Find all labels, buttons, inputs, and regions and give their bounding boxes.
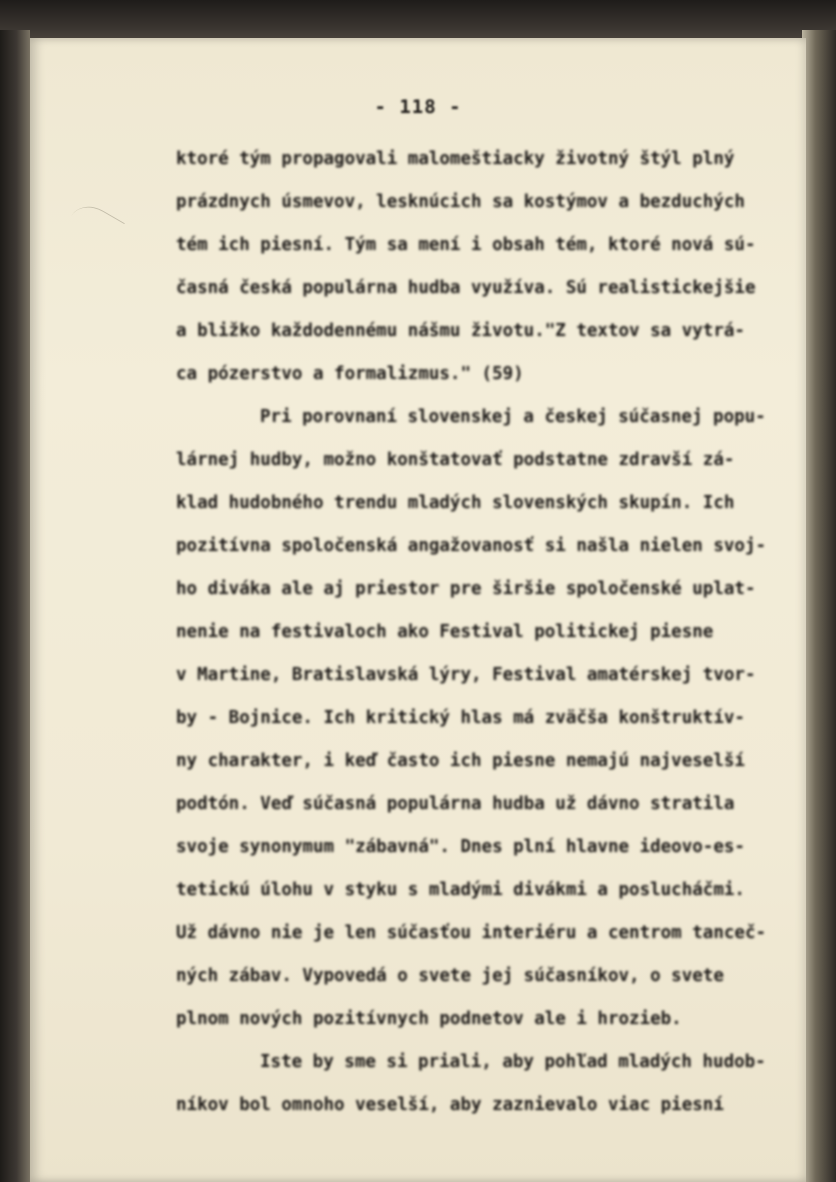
- text-line: lárnej hudby, možno konštatovať podstatne zdravší zá-: [176, 450, 735, 470]
- text-line: ho diváka ale aj priestor pre širšie spoločenské uplat-: [176, 579, 756, 599]
- book-spine-edge: [0, 30, 30, 1182]
- typewritten-text: [176, 138, 776, 1127]
- page-stack-edge: [802, 30, 836, 1182]
- paragraph-start-line: Iste by sme si priali, aby pohľad mladých hudob-: [260, 1052, 766, 1072]
- text-line: časná česká populárna hudba využíva. Sú realistickejšie: [176, 278, 756, 298]
- text-line: by - Bojnice. Ich kritický hlas má zväčša konštruktív-: [176, 708, 745, 728]
- text-line: klad hudobného trendu mladých slovenských skupín. Ich: [176, 493, 735, 513]
- page-crease: [61, 198, 125, 259]
- text-line: prázdnych úsmevov, lesknúcich sa kostýmov a bezduchých: [176, 192, 745, 212]
- text-line: pozitívna spoločenská angažovanosť si našla nielen svoj-: [176, 536, 767, 556]
- text-line: nenie na festivaloch ako Festival politickej piesne: [176, 622, 714, 642]
- text-line: ca pózerstvo a formalizmus." (59): [176, 364, 524, 384]
- text-line: tetickú úlohu v styku s mladými divákmi a poslucháčmi.: [176, 880, 745, 900]
- text-line: a bližko každodennému nášmu životu."Z textov sa vytrá-: [176, 321, 745, 341]
- text-line: podtón. Veď súčasná populárna hudba už dávno stratila: [176, 794, 735, 814]
- text-line: níkov bol omnoho veselší, aby zaznievalo viac piesní: [176, 1095, 724, 1115]
- text-line: ktoré tým propagovali malomeštiacky životný štýl plný: [176, 149, 735, 169]
- text-line: ných zábav. Vypovedá o svete jej súčasníkov, o svete: [176, 966, 724, 986]
- page-number: - 118 -: [374, 96, 462, 118]
- text-line: v Martine, Bratislavská lýry, Festival amatérskej tvor-: [176, 665, 756, 685]
- paragraph-start-line: Pri porovnaní slovenskej a českej súčasnej popu-: [260, 407, 766, 427]
- text-line: plnom nových pozitívnych podnetov ale i hrozieb.: [176, 1009, 682, 1029]
- document-page: [30, 38, 806, 1182]
- text-line: svoje synonymum "zábavná". Dnes plní hlavne ideovo-es-: [176, 837, 745, 857]
- text-line: Už dávno nie je len súčasťou interiéru a centrom tanceč-: [176, 923, 767, 943]
- text-line: tém ich piesní. Tým sa mení i obsah tém, ktoré nová sú-: [176, 235, 756, 255]
- text-line: ny charakter, i keď často ich piesne nemajú najveselší: [176, 751, 745, 771]
